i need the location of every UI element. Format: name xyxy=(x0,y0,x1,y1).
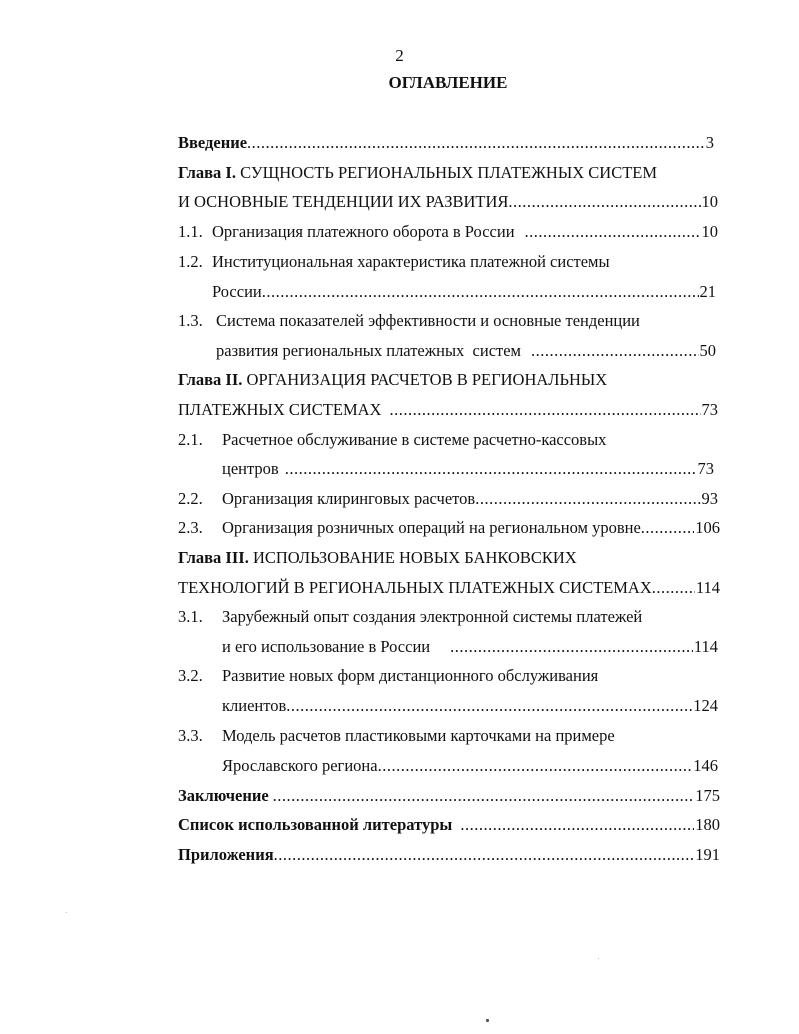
toc-entry-chapter-1[interactable] xyxy=(178,161,718,185)
toc-entry-appendix[interactable] xyxy=(178,843,720,867)
toc-entry-introduction[interactable] xyxy=(178,131,714,155)
entry-page: 114 xyxy=(695,578,720,597)
chapter-label: Глава III. xyxy=(178,548,249,567)
section-number: 1.1. xyxy=(178,222,203,241)
entry-page: 175 xyxy=(695,786,720,805)
toc-entry-section-3-1[interactable] xyxy=(178,605,720,629)
chapter-title-line2: ТЕХНОЛОГИЙ В РЕГИОНАЛЬНЫХ ПЛАТЕЖНЫХ СИСТЕМАХ xyxy=(178,578,652,597)
chapter-title-line1: ИСПОЛЬЗОВАНИЕ НОВЫХ БАНКОВСКИХ xyxy=(248,548,577,567)
toc-heading: ОГЛАВЛЕНИЕ xyxy=(388,73,508,92)
chapter-label: Глава I. xyxy=(178,163,236,182)
dot-leader xyxy=(273,784,695,808)
dot-leader xyxy=(652,576,695,600)
section-title-line1: Развитие новых форм дистанционного обслуживания xyxy=(222,666,599,685)
section-number: 2.1. xyxy=(178,430,203,449)
toc-entry-section-3-2-cont[interactable] xyxy=(222,694,718,718)
dot-leader xyxy=(262,280,699,304)
toc-entry-section-3-1-cont[interactable] xyxy=(222,635,718,659)
section-title-line1: Зарубежный опыт создания электронной системы платежей xyxy=(222,607,643,626)
entry-page: 180 xyxy=(695,815,720,834)
toc-entry-chapter-1-cont[interactable] xyxy=(178,190,718,214)
toc-entry-section-1-2[interactable] xyxy=(178,250,718,274)
dot-leader xyxy=(508,190,700,214)
scan-speck xyxy=(598,958,599,959)
section-title-line2: клиентов xyxy=(222,696,287,715)
toc-entry-section-2-2[interactable] xyxy=(178,487,718,511)
toc-entry-chapter-2-cont[interactable] xyxy=(178,398,718,422)
section-number: 3.2. xyxy=(178,666,203,685)
entry-page: 73 xyxy=(697,459,714,478)
section-number: 1.2. xyxy=(178,252,203,271)
toc-entry-section-2-1[interactable] xyxy=(178,428,718,452)
entry-label: Список использованной литературы xyxy=(178,815,453,834)
section-title: Организация клиринговых расчетов xyxy=(222,489,476,508)
toc-entry-section-1-1[interactable] xyxy=(178,220,718,244)
section-title-line2: развития региональных платежных систем xyxy=(216,341,522,360)
toc-entry-chapter-3[interactable] xyxy=(178,546,720,570)
toc-entry-chapter-2[interactable] xyxy=(178,368,718,392)
section-title: Организация платежного оборота в России xyxy=(212,222,515,241)
dot-leader xyxy=(475,487,700,511)
section-title-line2: центров xyxy=(222,459,279,478)
section-title-line1: Расчетное обслуживание в системе расчетно-кассовых xyxy=(222,430,607,449)
dot-leader xyxy=(460,813,694,837)
entry-page: 73 xyxy=(701,400,718,419)
chapter-title-line2: ПЛАТЕЖНЫХ СИСТЕМАХ xyxy=(178,400,382,419)
chapter-title-line1: ОРГАНИЗАЦИЯ РАСЧЕТОВ В РЕГИОНАЛЬНЫХ xyxy=(242,370,608,389)
entry-page: 21 xyxy=(699,282,716,301)
section-number: 3.1. xyxy=(178,607,203,626)
scan-speck xyxy=(66,912,67,913)
entry-page: 124 xyxy=(693,696,718,715)
dot-leader xyxy=(641,516,694,540)
section-title-line1: Модель расчетов пластиковыми карточками на примере xyxy=(222,726,615,745)
dot-leader xyxy=(285,457,697,481)
entry-page: 191 xyxy=(695,845,720,864)
dot-leader xyxy=(378,754,693,778)
entry-page: 10 xyxy=(701,222,718,241)
dot-leader xyxy=(525,220,701,244)
section-title-line2: и его использование в России xyxy=(222,637,431,656)
dot-leader xyxy=(247,131,705,155)
dot-leader xyxy=(531,339,698,363)
toc-entry-section-1-3[interactable] xyxy=(178,309,718,333)
chapter-label: Глава II. xyxy=(178,370,243,389)
toc-entry-section-2-1-cont[interactable] xyxy=(222,457,714,481)
toc-entry-section-2-3[interactable] xyxy=(178,516,720,540)
entry-page: 3 xyxy=(705,133,714,152)
entry-label: Введение xyxy=(178,133,248,152)
section-title: Организация розничных операций на региональном уровне xyxy=(222,518,641,537)
dot-leader xyxy=(274,843,695,867)
dot-leader xyxy=(450,635,693,659)
entry-page: 93 xyxy=(701,489,718,508)
entry-page: 106 xyxy=(695,518,720,537)
toc-entry-chapter-3-cont[interactable] xyxy=(178,576,720,600)
section-number: 3.3. xyxy=(178,726,203,745)
dot-leader xyxy=(286,694,692,718)
entry-page: 114 xyxy=(693,637,718,656)
section-title-line2: России xyxy=(212,282,262,301)
section-title-line2: Ярославского региона xyxy=(222,756,378,775)
section-number: 2.2. xyxy=(178,489,203,508)
entry-label: Заключение xyxy=(178,786,269,805)
scan-speck xyxy=(486,1019,489,1022)
entry-page: 50 xyxy=(699,341,716,360)
toc-entry-section-3-3-cont[interactable] xyxy=(222,754,718,778)
chapter-title-line1: СУЩНОСТЬ РЕГИОНАЛЬНЫХ ПЛАТЕЖНЫХ СИСТЕМ xyxy=(235,163,658,182)
toc-entry-section-3-2[interactable] xyxy=(178,664,720,688)
entry-page: 10 xyxy=(701,192,718,211)
toc-entry-section-3-3[interactable] xyxy=(178,724,720,748)
entry-page: 146 xyxy=(693,756,718,775)
toc-entry-section-1-3-cont[interactable] xyxy=(216,339,716,363)
entry-label: Приложения xyxy=(178,845,274,864)
section-number: 1.3. xyxy=(178,311,203,330)
section-number: 2.3. xyxy=(178,518,203,537)
toc-entry-references[interactable] xyxy=(178,813,720,837)
section-title-line1: Институциональная характеристика платежной системы xyxy=(212,252,610,271)
dot-leader xyxy=(389,398,700,422)
toc-entry-conclusion[interactable] xyxy=(178,784,720,808)
toc-entry-section-1-2-cont[interactable] xyxy=(212,280,716,304)
page-number: 2 xyxy=(395,46,404,65)
chapter-title-line2: И ОСНОВНЫЕ ТЕНДЕНЦИИ ИХ РАЗВИТИЯ xyxy=(178,192,509,211)
section-title-line1: Система показателей эффективности и основные тенденции xyxy=(216,311,640,330)
